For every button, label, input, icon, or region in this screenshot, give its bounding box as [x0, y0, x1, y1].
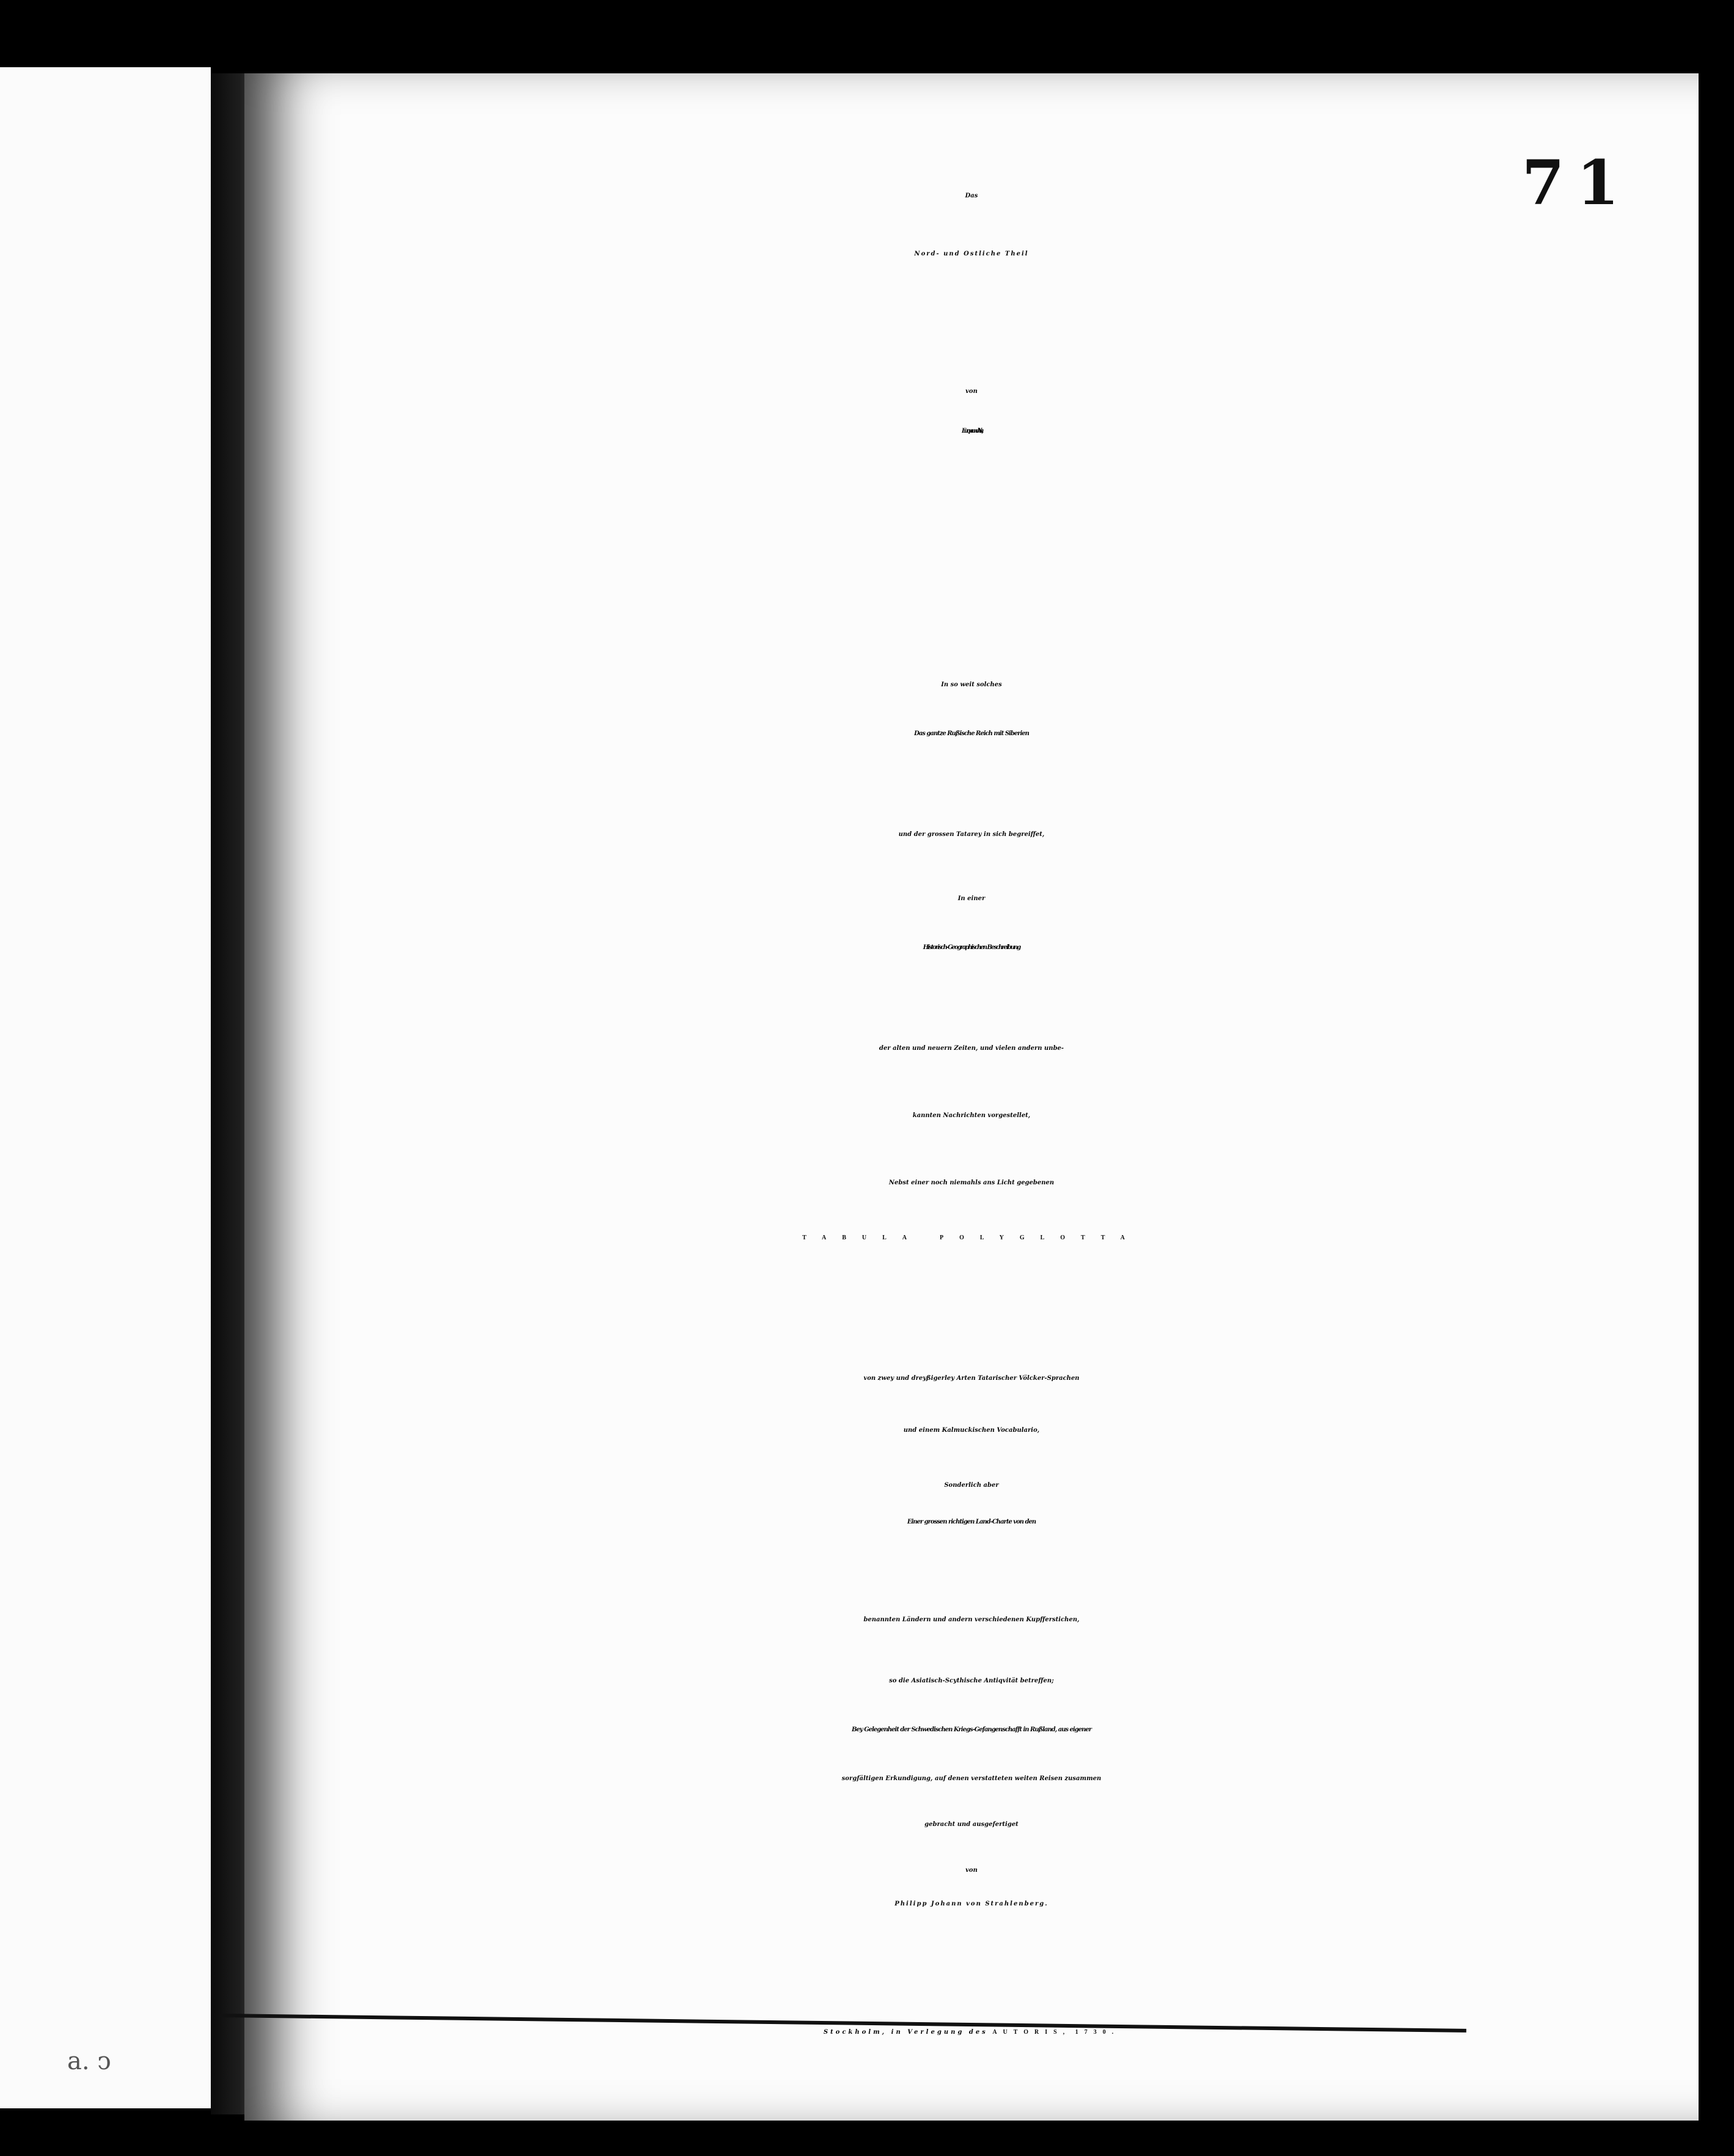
map-line-2: Einer grossen richtigen Land-Charte von den	[907, 1519, 1036, 1525]
leaf-marks: a. ↄ	[67, 2047, 111, 2075]
map-line-1: Sonderlich aber	[944, 1482, 999, 1489]
map-line-4: so die Asiatisch-Scythische Antiqvität betreffen;	[889, 1678, 1054, 1684]
tabula-polyglotta-heading: TABULA POLYGLOTTA	[802, 1234, 1141, 1241]
description-line-3: der alten und neuern Zeiten, und vielen andern unbe-	[879, 1045, 1064, 1052]
description-line-4: kannten Nachrichten vorgestellet,	[912, 1112, 1031, 1119]
title-line-von: von	[965, 388, 978, 395]
handwritten-shelfmark: 71	[1521, 147, 1631, 219]
title-line-das: Das	[965, 193, 978, 199]
imprint-place: Stockholm,	[823, 2029, 887, 2036]
imprint-year: 1730.	[1075, 2029, 1120, 2036]
occasion-line-1: Bey Gelegenheit der Schwedischen Kriegs-Gefangenschafft in Rußland, aus eigener	[851, 1726, 1092, 1733]
title-line-nord-ostliche: Nord- und Ostliche Theil	[914, 251, 1029, 257]
description-line-1: In einer	[957, 895, 986, 902]
author-name: Philipp Johann von Strahlenberg.	[894, 1901, 1048, 1907]
facing-blank-leaf	[0, 67, 211, 2108]
title-line-europa-asia: Europa und Asia,	[962, 428, 981, 435]
imprint-line	[244, 2029, 1699, 2036]
scope-line-3: und der grossen Tatarey in sich begreiffet,	[898, 831, 1045, 838]
tabula-line-4: und einem Kalmuckischen Vocabulario,	[903, 1427, 1040, 1434]
scope-line-1: In so weit solches	[941, 681, 1002, 688]
author-by: von	[965, 1867, 978, 1874]
tabula-line-3: von zwey und dreyßigerley Arten Tatarischer Völcker-Sprachen	[863, 1375, 1080, 1382]
imprint-publisher: in Verlegung des	[891, 2029, 988, 2036]
title-page	[244, 73, 1699, 2121]
map-line-3: benannten Ländern und andern verschiedenen Kupfferstichen,	[863, 1616, 1080, 1623]
tabula-line-1: Nebst einer noch niemahls ans Licht gegebenen	[888, 1179, 1055, 1186]
scope-line-2: Das gantze Rußische Reich mit Siberien	[914, 730, 1029, 737]
imprint-autoris: AUTORIS,	[992, 2029, 1071, 2036]
description-line-2: Historisch-Geographischen Beschreibung	[923, 944, 1020, 951]
occasion-line-3: gebracht und ausgefertiget	[924, 1821, 1019, 1828]
occasion-line-2: sorgfältigen Erkundigung, auf denen verstatteten weiten Reisen zusammen	[841, 1775, 1102, 1782]
